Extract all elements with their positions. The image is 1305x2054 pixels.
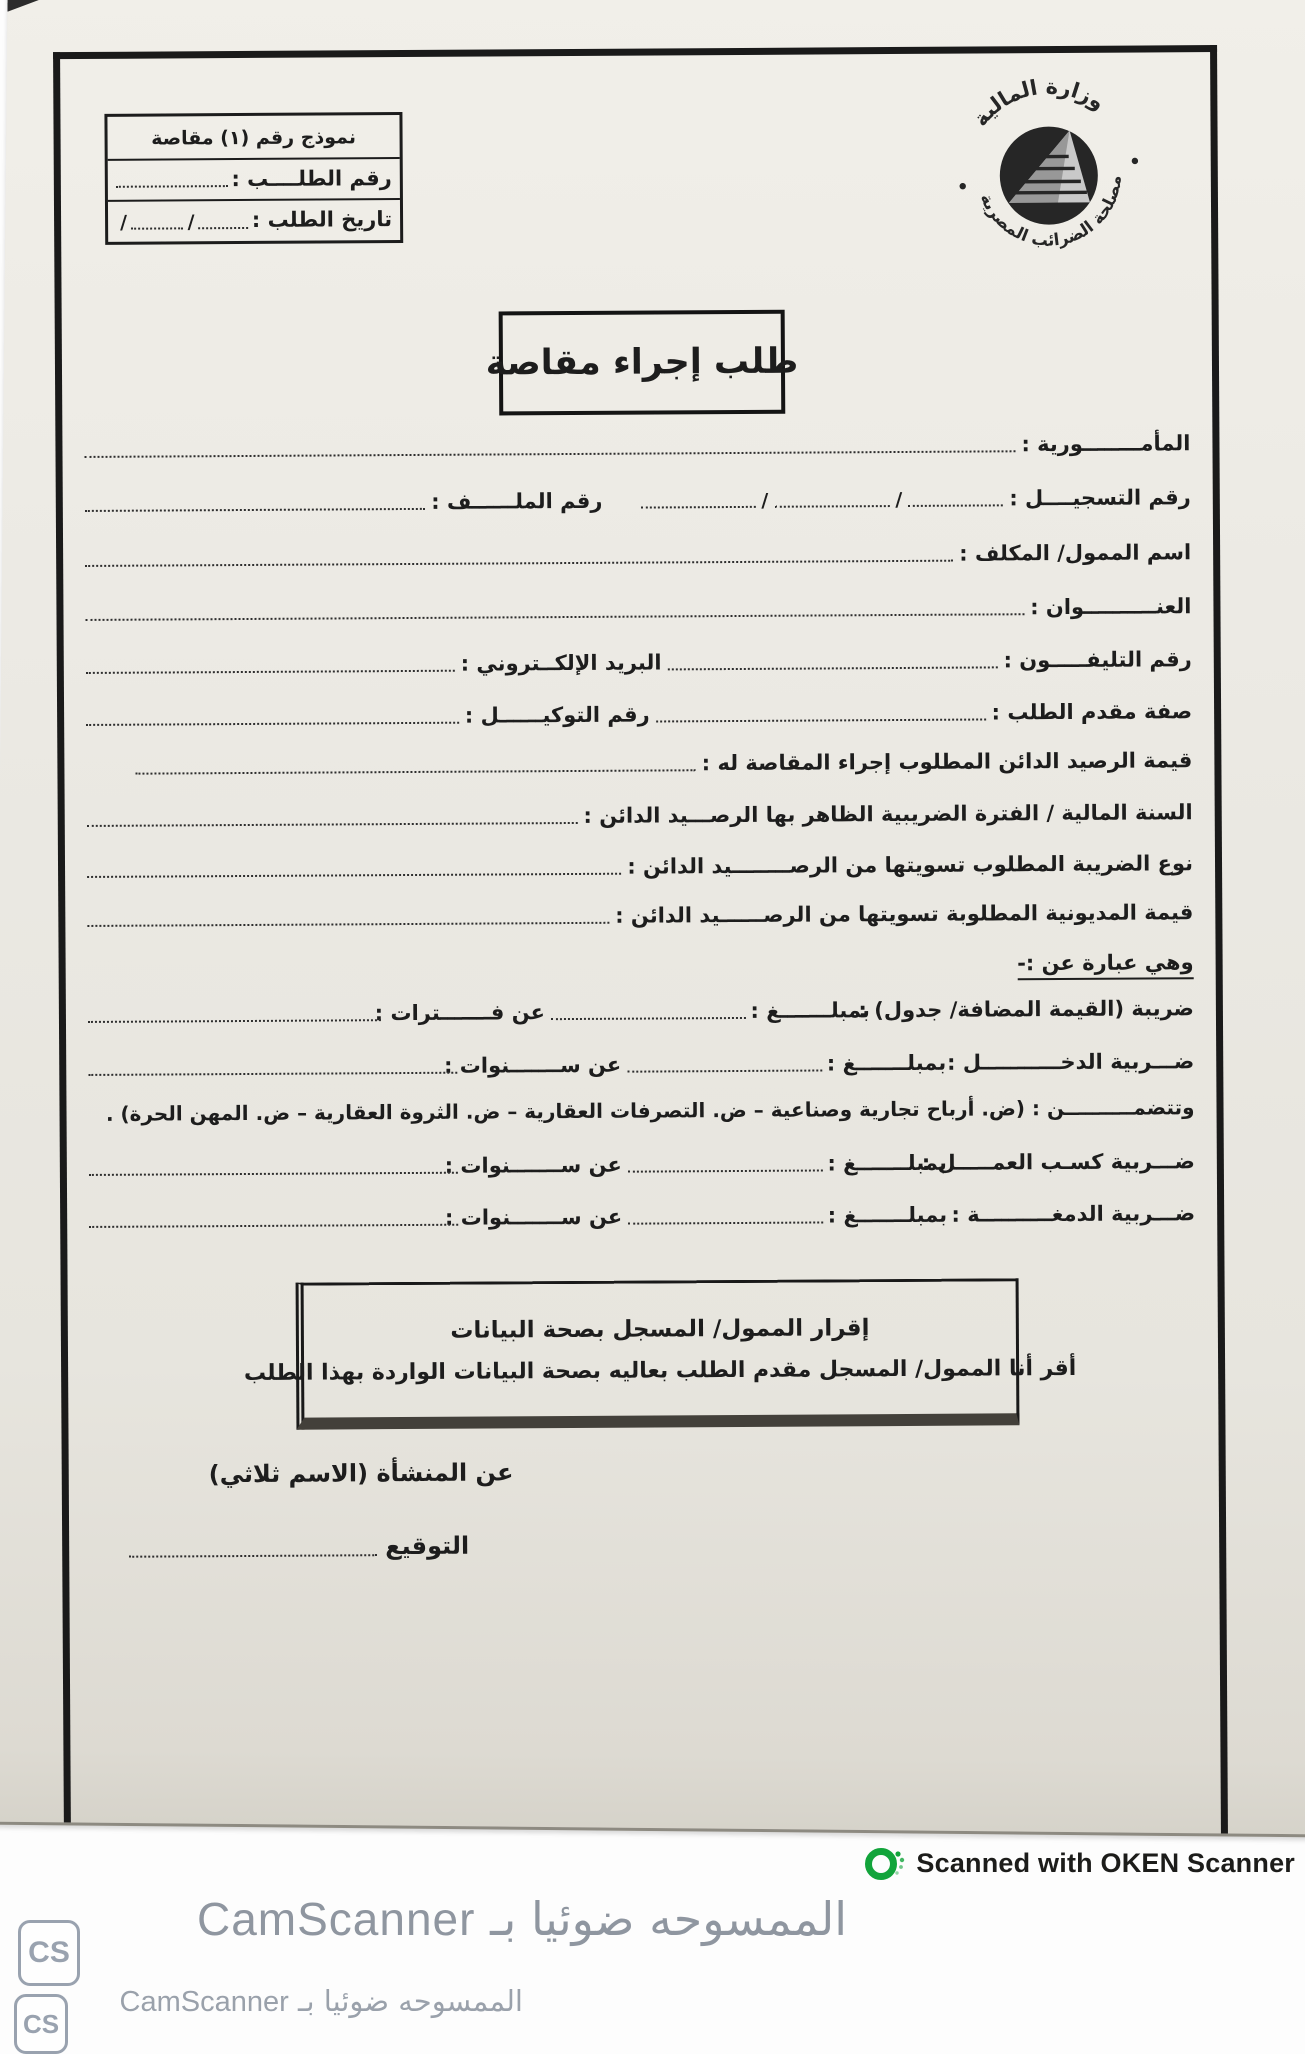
field-row-address (85, 593, 1191, 626)
stamp-tax-label: ضـــربية الدمغــــــــــة : (953, 1200, 1195, 1228)
dotted-fill-line (131, 221, 184, 229)
oken-logo-icon (864, 1842, 906, 1884)
dotted-fill-line (84, 445, 1015, 459)
scan-corner-artifact (7, 0, 85, 12)
breakdown-includes-row (88, 1095, 1194, 1127)
cs-icon-text: CS (23, 2009, 59, 2040)
request-number-row (108, 159, 400, 200)
form-number-box (104, 112, 403, 244)
dotted-fill-line (87, 916, 609, 927)
field-row-debt-value (87, 899, 1193, 932)
svg-text:وزارة المالية (964, 70, 1112, 133)
camscanner-latin-text: CamScanner (120, 1986, 289, 2018)
breakdown-row-stamp-tax (89, 1200, 1195, 1233)
amount-label: بمبلـــــــغ : (829, 1150, 947, 1177)
dotted-fill-line (908, 499, 1003, 508)
dotted-fill-line (116, 179, 228, 188)
separator: / (761, 490, 768, 512)
dotted-fill-line (199, 220, 248, 228)
camscanner-latin-text: CamScanner (197, 1893, 475, 1945)
dotted-fill-line (656, 713, 986, 723)
field-row-capacity-poa (86, 698, 1192, 731)
taxpayer-name-label: اسم الممول/ المكلف : (959, 539, 1191, 567)
signature-entity-label: عن المنشأة (الاسم ثلاثي) (209, 1458, 514, 1488)
dotted-fill-line (87, 816, 578, 827)
years-label: عن ســـــــنوات : (464, 1204, 622, 1231)
form-title-box (499, 310, 786, 416)
field-row-registration (85, 484, 1191, 517)
camscanner-arabic-text: الممسوحه ضوئيا بـ (490, 1892, 847, 1946)
amount-label: بمبلـــــــغ : (828, 1050, 946, 1077)
dotted-fill-line (136, 763, 696, 774)
dotted-fill-line (628, 1164, 823, 1173)
form-number-title: نموذج رقم (١) مقاصة (107, 115, 399, 161)
breakdown-row-payroll-tax (89, 1148, 1195, 1181)
request-date-row (108, 198, 400, 241)
dotted-fill-line (85, 554, 953, 567)
dotted-fill-line (88, 1013, 381, 1023)
request-date-label: تاريخ الطلب : (252, 206, 392, 233)
field-row-taxpayer-name (85, 539, 1191, 572)
fiscal-year-label: السنة المالية / الفترة الضريبية الظاهر بها الرصـــيد الدائن : (583, 799, 1192, 829)
phone-label: رقم التليفـــــون : (1003, 646, 1191, 673)
camscanner-cs-icon (18, 1920, 80, 1986)
address-label: العنــــــــــوان : (1030, 593, 1191, 620)
registration-label: رقم التسجيــــل : (1009, 484, 1191, 511)
date-separator: / (120, 211, 127, 233)
amount-label: بمبلـــــــغ : (752, 997, 870, 1024)
oken-scanner-badge (864, 1842, 1295, 1884)
breakdown-heading-row (88, 949, 1194, 986)
camscanner-watermark-large (197, 1892, 847, 1946)
includes-text: وتتضمــــــــــن : (ض. أرباح تجارية وصناعية – ض. التصرفات العقارية – ض. الثروة العقارية – ض. المهن الحرة) . (106, 1095, 1195, 1127)
dotted-fill-line (88, 1066, 457, 1076)
dotted-fill-line (85, 607, 1024, 621)
debt-value-label: قيمة المديونية المطلوبة تسويتها من الرصــــــيد الدائن : (615, 899, 1193, 929)
payroll-tax-label: ضـــربية كسـب العمـــــل : (953, 1148, 1195, 1176)
declaration-body: أقر أنا الممول/ المسجل مقدم الطلب بعاليه بصحة البيانات الواردة بهذا الطلب (244, 1355, 1076, 1385)
income-tax-label: ضـــربية الدخـــــــــــل : (952, 1048, 1194, 1076)
amount-label: بمبلـــــــغ : (829, 1202, 947, 1229)
field-row-office (84, 430, 1190, 463)
years-label: عن ســـــــنوات : (463, 1052, 621, 1079)
dotted-fill-line (87, 867, 621, 878)
dotted-fill-line (551, 1011, 746, 1020)
date-separator: / (187, 211, 194, 233)
request-number-label: رقم الطلــــب : (231, 165, 392, 192)
separator: / (895, 489, 902, 511)
credit-balance-label: قيمة الرصيد الدائن المطلوب إجراء المقاصة له : (702, 747, 1193, 776)
camscanner-arabic-text: الممسوحه ضوئيا بـ (298, 1984, 523, 2018)
dotted-fill-line (85, 502, 425, 512)
breakdown-heading: وهي عبارة عن :- (1017, 949, 1194, 980)
file-number-label: رقم الملــــــف : (431, 488, 602, 515)
oken-scanner-text: Scanned with OKEN Scanner (916, 1848, 1295, 1879)
email-label: البريد الإلكــتروني : (461, 649, 662, 676)
camscanner-cs-icon (14, 1994, 68, 2054)
cs-icon-text: CS (28, 1936, 70, 1970)
dotted-fill-line (640, 500, 755, 509)
ministry-seal-icon (948, 70, 1149, 276)
field-row-credit-balance (86, 747, 1192, 780)
dotted-fill-line (89, 1166, 458, 1176)
field-row-fiscal-year (87, 799, 1193, 832)
signature-row (129, 1531, 469, 1563)
seal-top-text: وزارة المالية (964, 70, 1112, 133)
dotted-fill-line (86, 716, 459, 726)
declaration-title: إقرار الممول/ المسجل بصحة البيانات (450, 1315, 869, 1344)
declaration-box (296, 1278, 1020, 1429)
applicant-capacity-label: صفة مقدم الطلب : (992, 698, 1193, 725)
signature-label: التوقيع (385, 1531, 469, 1562)
signature-dotted-line (129, 1548, 377, 1558)
dotted-fill-line (89, 1218, 458, 1228)
field-row-phone-email (86, 646, 1192, 679)
years-label: عن ســـــــنوات : (464, 1152, 622, 1179)
breakdown-row-income-tax (88, 1048, 1194, 1081)
dotted-fill-line (628, 1216, 823, 1225)
seal-bottom-text: مصلحة الضرائب المصرية (976, 172, 1134, 261)
dotted-fill-line (86, 664, 455, 674)
tax-type-label: نوع الضريبة المطلوب تسويتها من الرصــــــــيد الدائن : (627, 850, 1193, 880)
periods-label: عن فـــــــترات : (387, 999, 545, 1026)
dotted-fill-line (668, 661, 998, 671)
form-title: طلب إجراء مقاصة (486, 342, 799, 384)
office-label: المأمــــــــورية : (1021, 430, 1190, 457)
form-border-frame (53, 45, 1228, 1837)
dotted-fill-line (627, 1064, 822, 1073)
camscanner-watermark-small (120, 1984, 524, 2019)
breakdown-row-vat (88, 995, 1194, 1028)
field-row-tax-type (87, 850, 1193, 883)
vat-label: ضريبة (القيمة المضافة/ جدول) : (876, 995, 1194, 1023)
poa-number-label: رقم التوكيــــــل : (465, 702, 650, 729)
dotted-fill-line (774, 499, 889, 508)
